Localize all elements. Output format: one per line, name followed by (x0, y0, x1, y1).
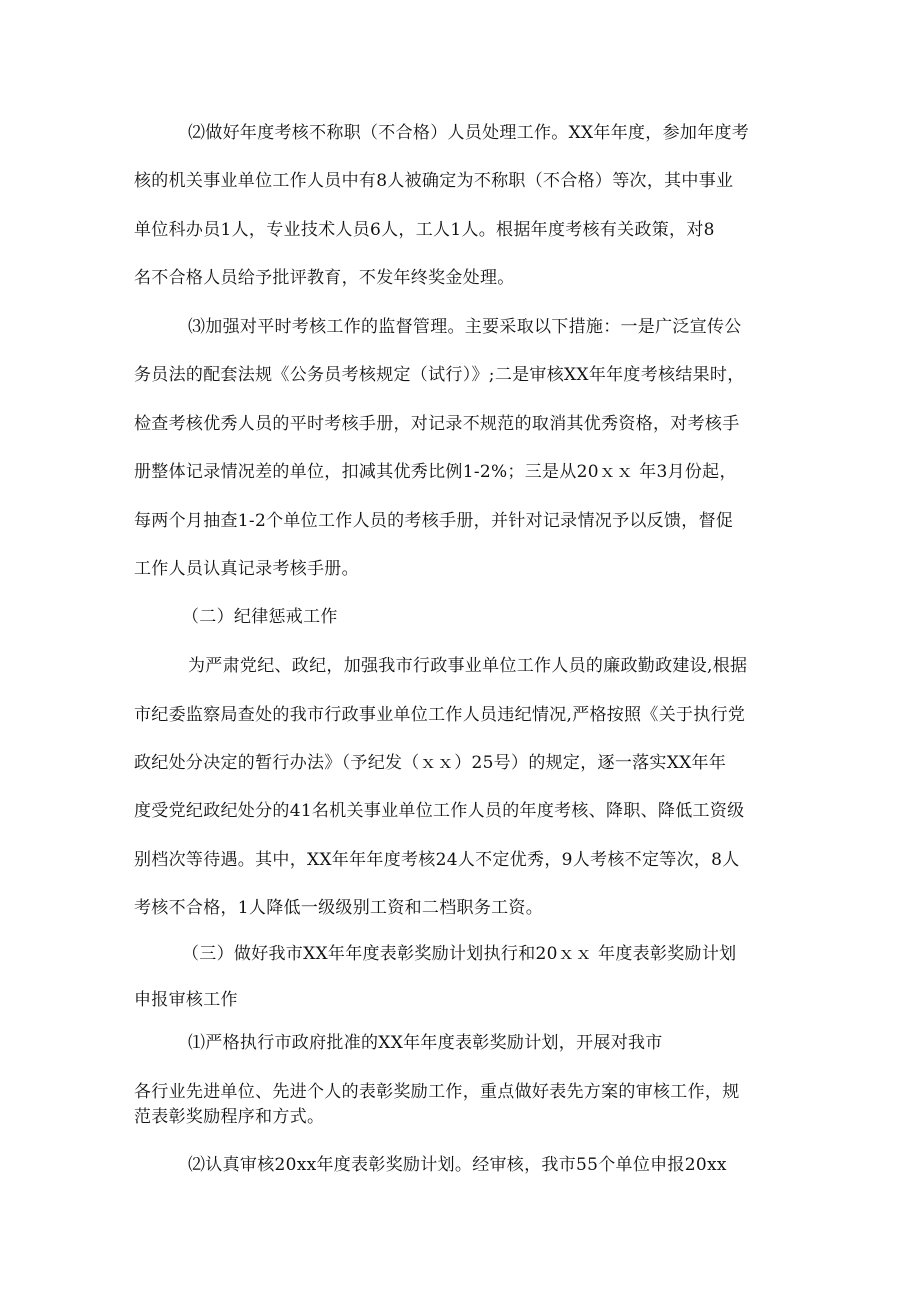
paragraph-line: 名不合格人员给予批评教育，不发年终奖金处理。 (134, 268, 515, 288)
paragraph-line: 检查考核优秀人员的平时考核手册，对记录不规范的取消其优秀资格，对考核手 (134, 414, 740, 434)
paragraph-line: ⑵做好年度考核不称职（不合格）人员处理工作。XX年年度，参加年度考 (188, 123, 750, 143)
paragraph-line: 为严肃党纪、政纪，加强我市行政事业单位工作人员的廉政勤政建设,根据 (188, 656, 748, 676)
paragraph-line: ⑶加强对平时考核工作的监督管理。主要采取以下措施：一是广泛宣传公 (188, 317, 742, 337)
section-heading-continuation: 申报审核工作 (134, 990, 238, 1010)
paragraph-line: 度受党纪政纪处分的41名机关事业单位工作人员的年度考核、降职、降低工资级 (134, 801, 745, 821)
section-heading: （三）做好我市XX年年度表彰奖励计划执行和20ｘｘ 年度表彰奖励计划 (182, 944, 737, 964)
section-heading: （二）纪律惩戒工作 (182, 607, 338, 627)
paragraph-line: 核的机关事业单位工作人员中有8人被确定为不称职（不合格）等次，其中事业 (134, 171, 734, 191)
paragraph-line: 工作人员认真记录考核手册。 (134, 559, 359, 579)
paragraph-line: ⑵认真审核20xx年度表彰奖励计划。经审核，我市55个单位申报20xx (188, 1155, 727, 1175)
paragraph-line: 册整体记录情况差的单位，扣减其优秀比例1-2%；三是从20ｘｘ 年3月份起， (134, 462, 737, 482)
paragraph-line: 政纪处分决定的暂行办法》（予纪发（ｘｘ）25号）的规定，逐一落实XX年年 (134, 753, 727, 773)
paragraph-line: 考核不合格，1人降低一级级别工资和二档职务工资。 (134, 898, 544, 918)
paragraph-line: 每两个月抽查1-2个单位工作人员的考核手册，并针对记录情况予以反馈，督促 (134, 511, 734, 531)
paragraph-line: 市纪委监察局查处的我市行政事业单位工作人员违纪情况,严格按照《关于执行党 (134, 705, 746, 725)
paragraph-line: 范表彰奖励程序和方式。 (134, 1107, 325, 1127)
paragraph-line: 单位科办员1人，专业技术人员6人，工人1人。根据年度考核有关政策，对8 (134, 220, 715, 240)
paragraph-line: 各行业先进单位、先进个人的表彰奖励工作，重点做好表先方案的审核工作，规 (134, 1082, 740, 1102)
paragraph-line: 务员法的配套法规《公务员考核规定（试行）》;二是审核XX年年度考核结果时， (134, 365, 745, 385)
paragraph-line: 别档次等待遇。其中，XX年年年度考核24人不定优秀，9人考核不定等次，8人 (134, 850, 740, 870)
paragraph-line: ⑴严格执行市政府批准的XX年年度表彰奖励计划，开展对我市 (188, 1033, 663, 1053)
